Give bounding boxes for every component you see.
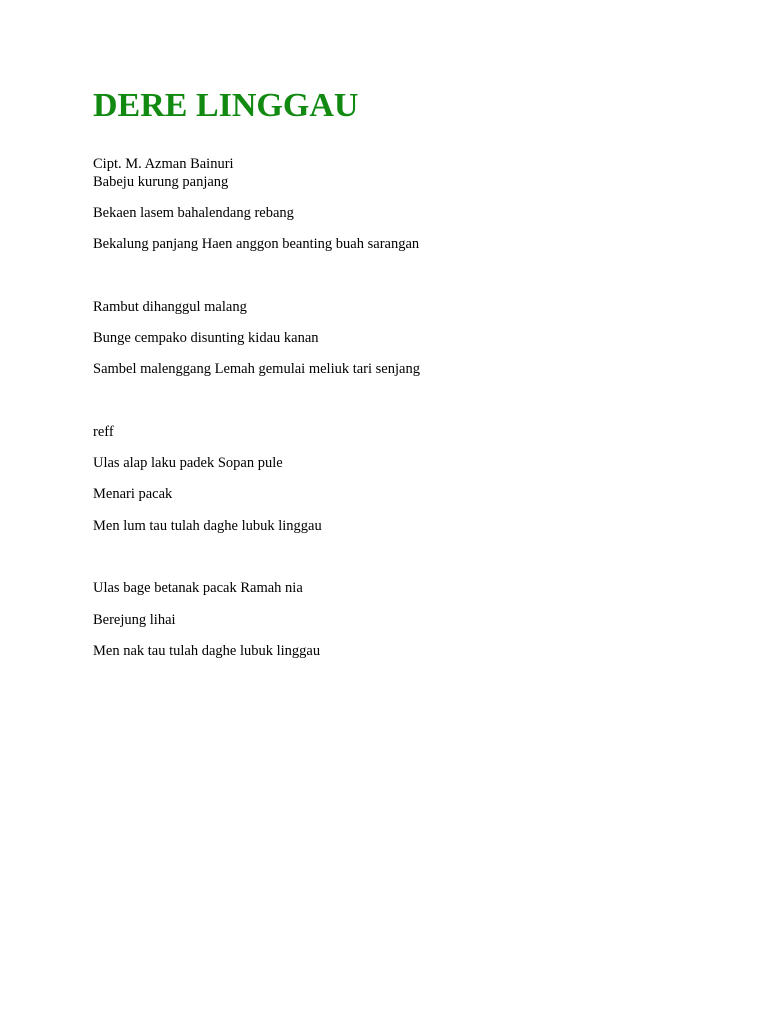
refrain-label: reff [93, 424, 114, 440]
lyric-line: Bekaen lasem bahalendang rebang [93, 205, 294, 221]
lyric-line: Babeju kurung panjang [93, 174, 229, 190]
lyric-line: Berejung lihai [93, 612, 176, 628]
lyric-line: Ulas alap laku padek Sopan pule [93, 455, 283, 471]
lyric-line: Bunge cempako disunting kidau kanan [93, 330, 319, 346]
song-title: DERE LINGGAU [93, 87, 359, 124]
lyric-line: Bekalung panjang Haen anggon beanting buah sarangan [93, 236, 420, 252]
lyric-line: Menari pacak [93, 486, 173, 502]
lyric-line: Rambut dihanggul malang [93, 299, 247, 315]
composer-credit: Cipt. M. Azman Bainuri [93, 156, 234, 172]
lyric-line: Men nak tau tulah daghe lubuk linggau [93, 643, 321, 659]
lyric-line: Ulas bage betanak pacak Ramah nia [93, 580, 303, 596]
lyric-line: Men lum tau tulah daghe lubuk linggau [93, 518, 322, 534]
lyric-line: Sambel malenggang Lemah gemulai meliuk tari senjang [93, 361, 420, 377]
